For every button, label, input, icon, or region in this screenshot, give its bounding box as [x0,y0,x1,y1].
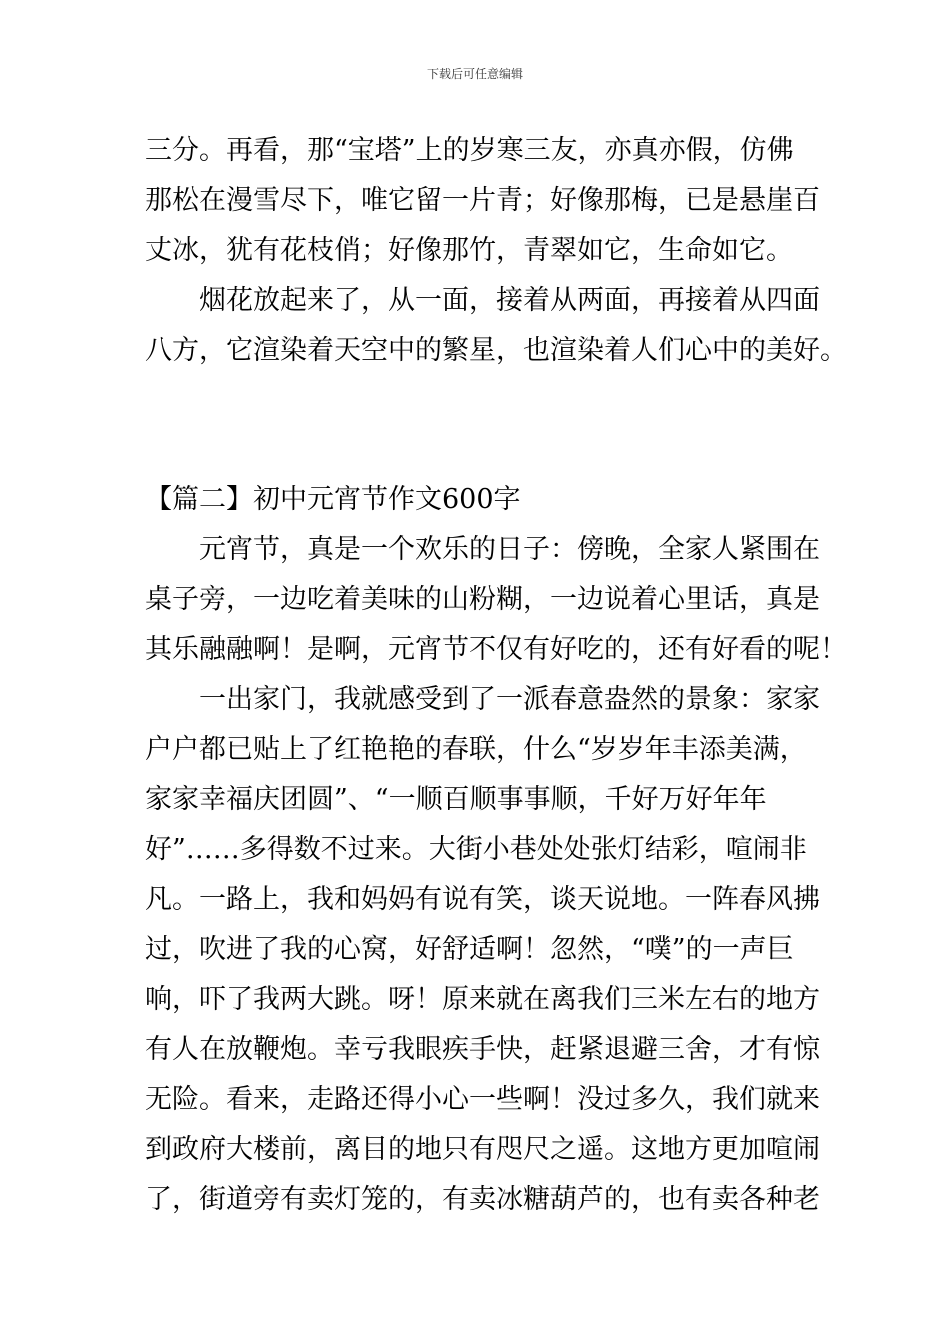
text-line: 有人在放鞭炮。幸亏我眼疾手快，赶紧退避三舍，才有惊 [145,1034,820,1065]
text-line: 户户都已贴上了红艳艳的春联，什么“岁岁年丰添美满， [145,734,807,765]
essay-section-1 [145,126,847,376]
text-line: 烟花放起来了，从一面，接着从两面，再接着从四面 [145,285,820,316]
text-line: 家家幸福庆团圆”、“一顺百顺事事顺，千好万好年年 [145,784,767,815]
text-line: 丈冰，犹有花枝俏；好像那竹，青翠如它，生命如它。 [145,235,793,266]
text-line: 其乐融融啊！是啊，元宵节不仅有好吃的，还有好看的呢！ [145,634,847,665]
text-line: 那松在漫雪尽下，唯它留一片青；好像那梅，已是悬崖百 [145,185,820,216]
page-header-note: 下载后可任意编辑 [426,67,523,81]
text-line: 凡。一路上，我和妈妈有说有笑，谈天说地。一阵春风拂 [145,884,820,915]
text-line: 响，吓了我两大跳。呀！原来就在离我们三米左右的地方 [145,984,820,1015]
text-line: 元宵节，真是一个欢乐的日子：傍晚，全家人紧围在 [145,534,820,565]
text-line: 一出家门，我就感受到了一派春意盎然的景象：家家 [145,684,820,715]
text-line: 了，街道旁有卖灯笼的，有卖冰糖葫芦的，也有卖各种老 [145,1184,820,1215]
text-line: 三分。再看，那“宝塔”上的岁寒三友，亦真亦假，仿佛 [145,135,794,166]
text-line: 好”……多得数不过来。大街小巷处处张灯结彩，喧闹非 [145,834,807,865]
text-line: 八方，它渲染着天空中的繁星，也渲染着人们心中的美好。 [145,335,847,366]
text-line: 桌子旁，一边吃着美味的山粉糊，一边说着心里话，真是 [145,584,820,615]
text-line: 过，吹进了我的心窝，好舒适啊！忽然，“噗”的一声巨 [145,934,794,965]
essay-section-2 [145,475,847,1225]
text-line: 到政府大楼前，离目的地只有咫尺之遥。这地方更加喧闹 [145,1134,820,1165]
section-heading: 【篇二】初中元宵节作文600字 [145,484,521,515]
text-line: 无险。看来，走路还得小心一些啊！没过多久，我们就来 [145,1084,820,1115]
